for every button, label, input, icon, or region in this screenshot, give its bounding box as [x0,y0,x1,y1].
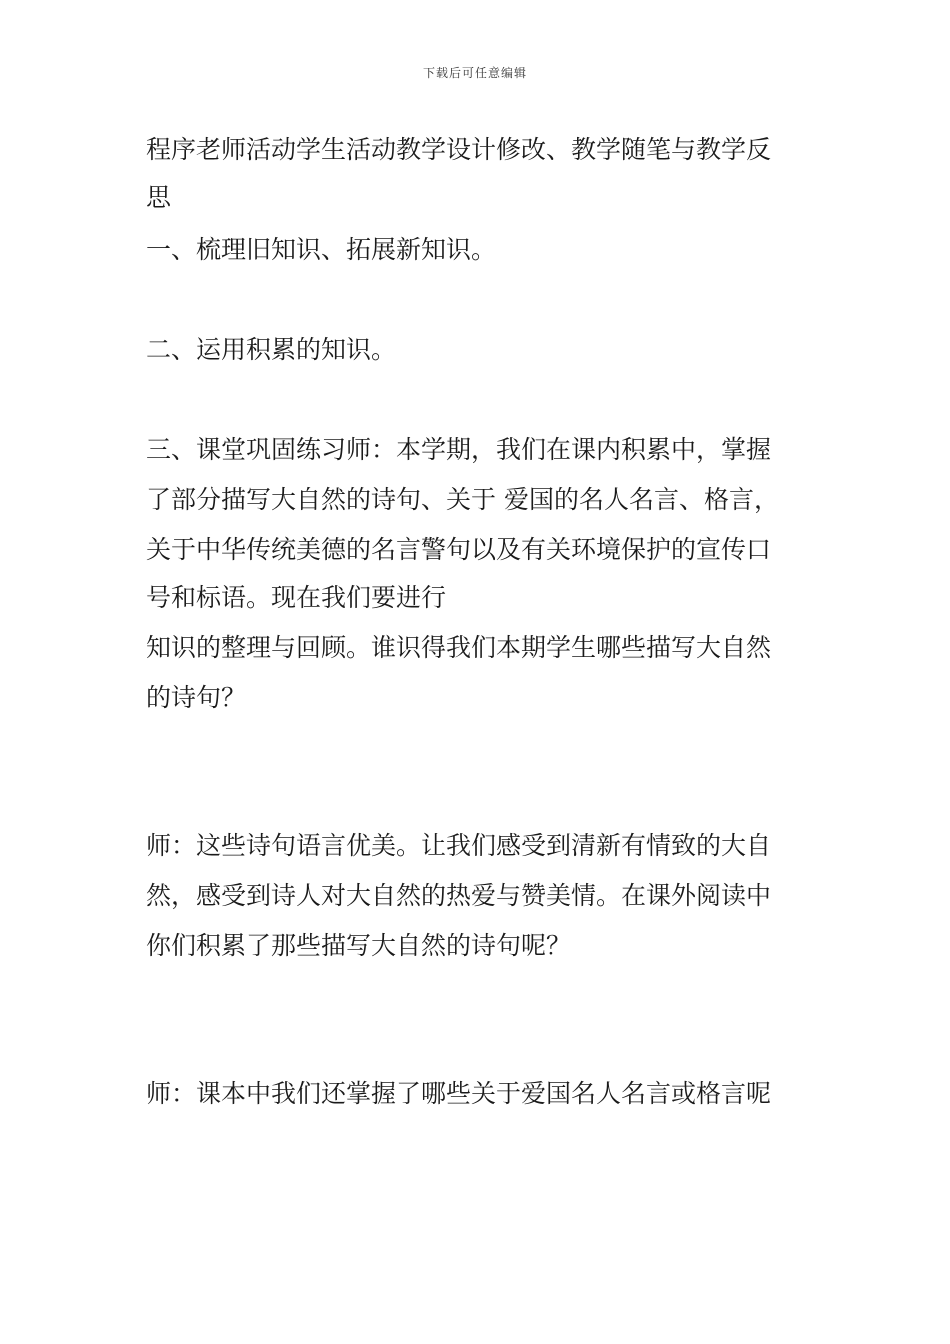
page-header: 下载后可任意编辑 [422,66,527,80]
title-line-2: 思 [146,183,172,212]
section-three-line-4: 号和标语。现在我们要进行 [146,583,447,612]
teacher-paragraph-1-line-2: 然，感受到诗人对大自然的热爱与赞美情。在课外阅读中 [146,881,772,910]
section-three-line-3: 关于中华传统美德的名言警句以及有关环境保护的宣传口 [146,535,772,564]
teacher-paragraph-1-line-3: 你们积累了那些描写大自然的诗句呢？ [146,931,572,960]
section-two: 二、运用积累的知识。 [146,335,397,364]
section-three-line-5: 知识的整理与回顾。谁识得我们本期学生哪些描写大自然 [146,633,772,662]
section-three-line-2: 了部分描写大自然的诗句、关于 爱国的名人名言、格言， [146,485,779,514]
section-three-line-1: 三、课堂巩固练习师：本学期，我们在课内积累中，掌握 [146,435,772,464]
title-line-1: 程序老师活动学生活动教学设计修改、教学随笔与教学反 [146,135,772,164]
section-three-line-6: 的诗句？ [146,683,247,712]
teacher-paragraph-1-line-1: 师：这些诗句语言优美。让我们感受到清新有情致的大自 [146,831,772,860]
section-one: 一、梳理旧知识、拓展新知识。 [146,235,497,264]
teacher-paragraph-2-line-1: 师：课本中我们还掌握了哪些关于爱国名人名言或格言呢 [146,1079,772,1108]
